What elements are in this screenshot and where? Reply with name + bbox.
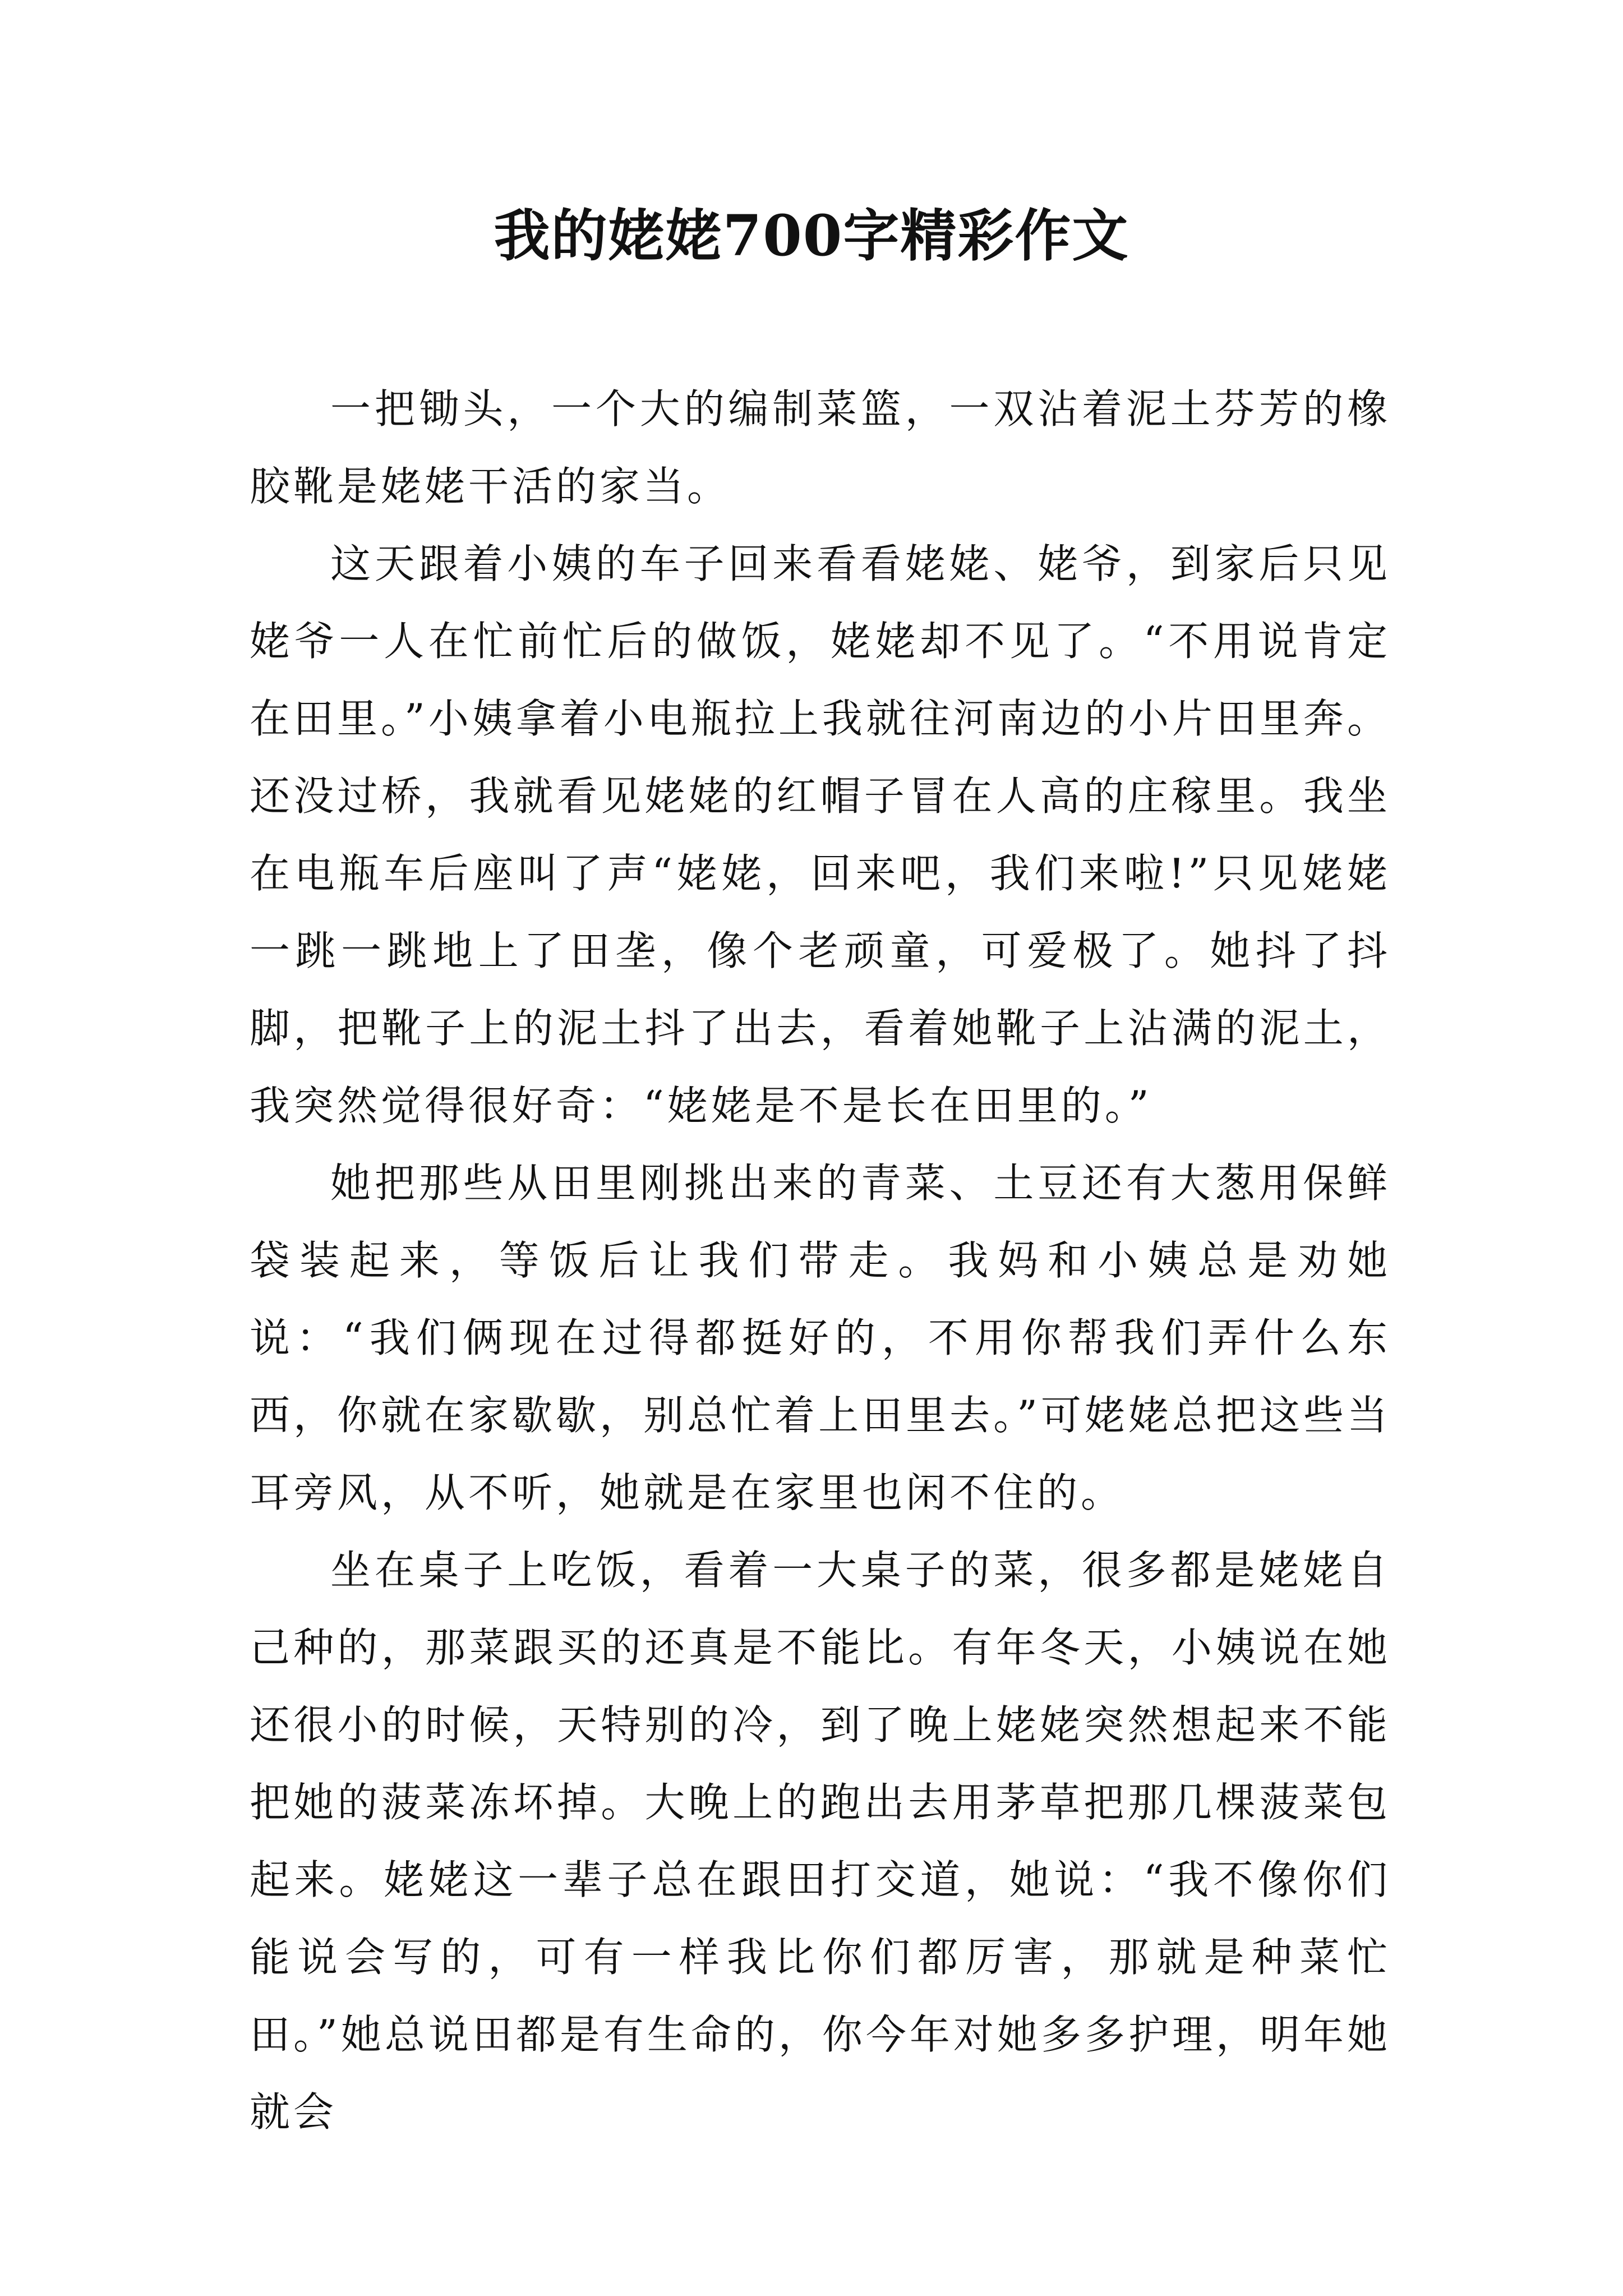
paragraph-2: 这天跟着小姨的车子回来看看姥姥、姥爷，到家后只见姥爷一人在忙前忙后的做饭，姥姥却不见了。“不用说肯定在田里。”小姨拿着小电瓶拉上我就往河南边的小片田里奔。还没过桥，我就看见姥姥的红帽子冒在人高的庄稼里。我坐在电瓶车后座叫了声“姥姥，回来吧，我们来啦!”只见姥姥一跳一跳地上了田垄，像个老顽童，可爱极了。她抖了抖脚，把靴子上的泥土抖了出去，看着她靴子上沾满的泥土，我突然觉得很好奇：“姥姥是不是长在田里的。”: [250, 540, 1391, 1129]
paragraph-3: 她把那些从田里刚挑出来的青菜、土豆还有大葱用保鲜袋装起来，等饭后让我们带走。我妈和小姨总是劝她说：“我们俩现在过得都挺好的，不用你帮我们弄什么东西，你就在家歇歇，别总忙着上田里去。”可姥姥总把这些当耳旁风，从不听，她就是在家里也闲不住的。: [250, 1159, 1391, 1516]
paragraph-1: 一把锄头，一个大的编制菜篮，一双沾着泥土芬芳的橡胶靴是姥姥干活的家当。: [250, 385, 1391, 510]
paragraph-4: 坐在桌子上吃饭，看着一大桌子的菜，很多都是姥姥自己种的，那菜跟买的还真是不能比。有年冬天，小姨说在她还很小的时候，天特别的冷，到了晚上姥姥突然想起来不能把她的菠菜冻坏掉。大晚上的跑出去用茅草把那几棵菠菜包起来。姥姥这一辈子总在跟田打交道，她说：“我不像你们能说会写的，可有一样我比你们都厉害，那就是种菜忙田。”她总说田都是有生命的，你今年对她多多护理，明年她就会: [250, 1547, 1391, 2136]
page-title: 我的姥姥700字精彩作文: [494, 203, 1129, 269]
essay-body: [250, 370, 1391, 2151]
